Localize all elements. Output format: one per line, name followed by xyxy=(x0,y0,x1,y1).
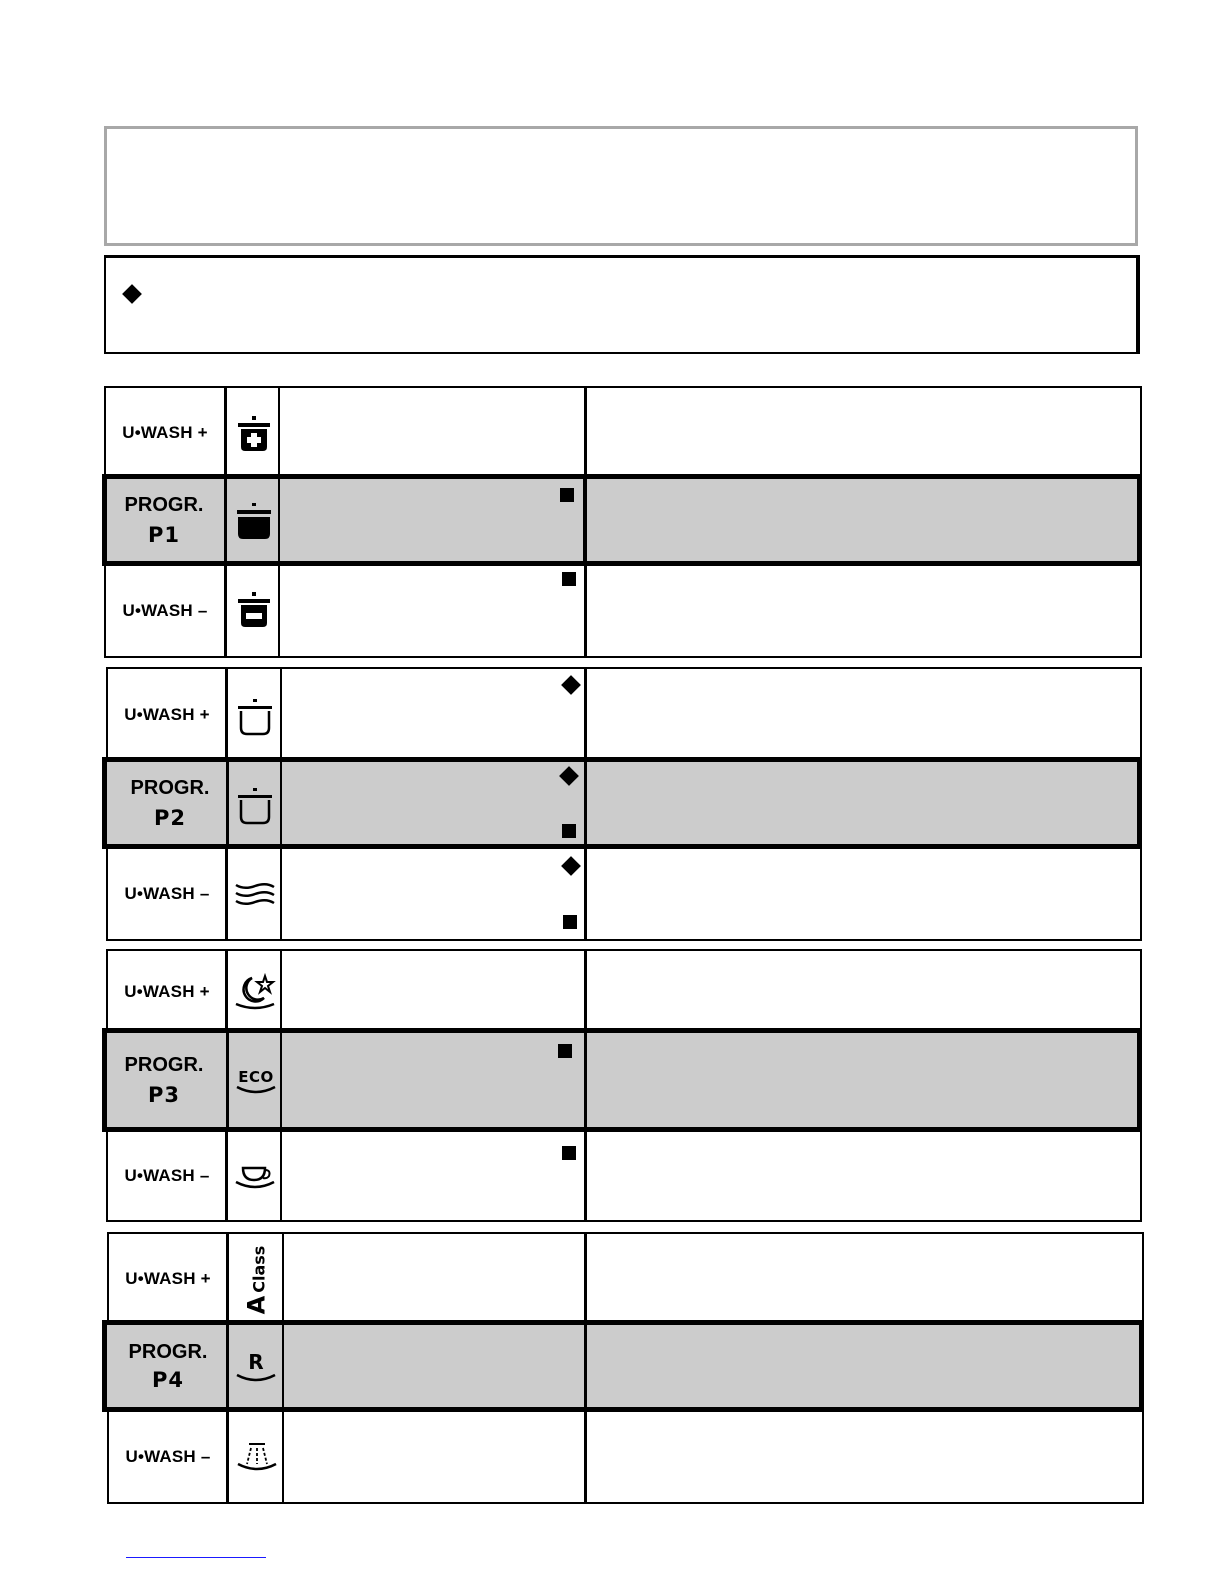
table-row-highlight xyxy=(102,1320,1144,1412)
progr-label xyxy=(105,1033,223,1127)
table-row xyxy=(104,566,1142,658)
program-number: P1 xyxy=(147,523,180,547)
table-row xyxy=(106,1132,1142,1222)
uwash-minus-text: U•WASH – xyxy=(124,884,210,903)
uwash-plus-label xyxy=(108,669,226,761)
table-row xyxy=(106,949,1142,1033)
uwash-minus-text: U•WASH – xyxy=(125,1447,211,1466)
square-marker-icon xyxy=(562,824,576,838)
pot-outline-icon xyxy=(231,784,279,828)
table-row xyxy=(107,1412,1144,1504)
pot-plus-icon xyxy=(230,412,278,456)
cup-icon xyxy=(230,1154,280,1200)
eco-icon xyxy=(231,1059,281,1105)
eco-icon-text: ECO xyxy=(238,1068,274,1086)
rinse-spray-icon xyxy=(231,1434,283,1480)
diamond-marker-icon xyxy=(559,766,579,786)
uwash-minus-label xyxy=(109,1412,227,1502)
table-row xyxy=(106,849,1142,941)
night-moon-icon xyxy=(230,969,280,1015)
square-marker-icon xyxy=(560,488,574,502)
uwash-minus-label xyxy=(108,849,226,939)
uwash-plus-text: U•WASH + xyxy=(125,1269,211,1288)
program-number: P3 xyxy=(147,1083,180,1107)
progr-text: PROGR. xyxy=(124,1054,204,1076)
uwash-plus-text: U•WASH + xyxy=(122,423,208,442)
table-row xyxy=(104,386,1142,478)
legend-box xyxy=(104,255,1140,354)
table-row xyxy=(106,667,1142,761)
square-marker-icon xyxy=(562,1146,576,1160)
pot-outline-icon xyxy=(230,695,280,739)
uwash-plus-text: U•WASH + xyxy=(124,982,210,1001)
diamond-marker-icon xyxy=(561,675,581,695)
pot-minus-icon xyxy=(230,588,278,632)
table-row-highlight xyxy=(102,1028,1142,1132)
diamond-marker-icon xyxy=(122,284,142,304)
program-number: P4 xyxy=(151,1368,184,1392)
progr-text: PROGR. xyxy=(128,1341,208,1363)
table-row-highlight xyxy=(102,757,1142,849)
water-waves-icon xyxy=(230,871,280,915)
a-class-icon xyxy=(230,1238,282,1322)
progr-label xyxy=(105,479,223,561)
uwash-plus-label xyxy=(106,388,224,478)
table-row xyxy=(107,1232,1144,1324)
program-number: P2 xyxy=(153,806,186,830)
link-underline xyxy=(126,1557,266,1558)
uwash-minus-label xyxy=(106,566,224,656)
diamond-marker-icon xyxy=(561,856,581,876)
uwash-plus-label xyxy=(109,1234,227,1324)
header-box xyxy=(104,126,1138,246)
progr-label xyxy=(109,1325,227,1407)
rapid-r-icon xyxy=(231,1345,281,1391)
uwash-plus-text: U•WASH + xyxy=(124,705,210,724)
uwash-minus-text: U•WASH – xyxy=(122,601,208,620)
table-row-highlight xyxy=(102,474,1142,566)
square-marker-icon xyxy=(558,1044,572,1058)
uwash-minus-text: U•WASH – xyxy=(124,1166,210,1185)
pot-filled-icon xyxy=(230,499,278,545)
uwash-plus-label xyxy=(108,951,226,1033)
rapid-r-text: R xyxy=(248,1350,264,1374)
progr-text: PROGR. xyxy=(130,777,210,799)
a-class-text: Class xyxy=(249,1245,268,1293)
square-marker-icon xyxy=(562,572,576,586)
a-class-letter: A xyxy=(242,1295,270,1315)
progr-text: PROGR. xyxy=(124,494,204,516)
square-marker-icon xyxy=(563,915,577,929)
uwash-minus-label xyxy=(108,1132,226,1220)
progr-label xyxy=(111,762,229,844)
